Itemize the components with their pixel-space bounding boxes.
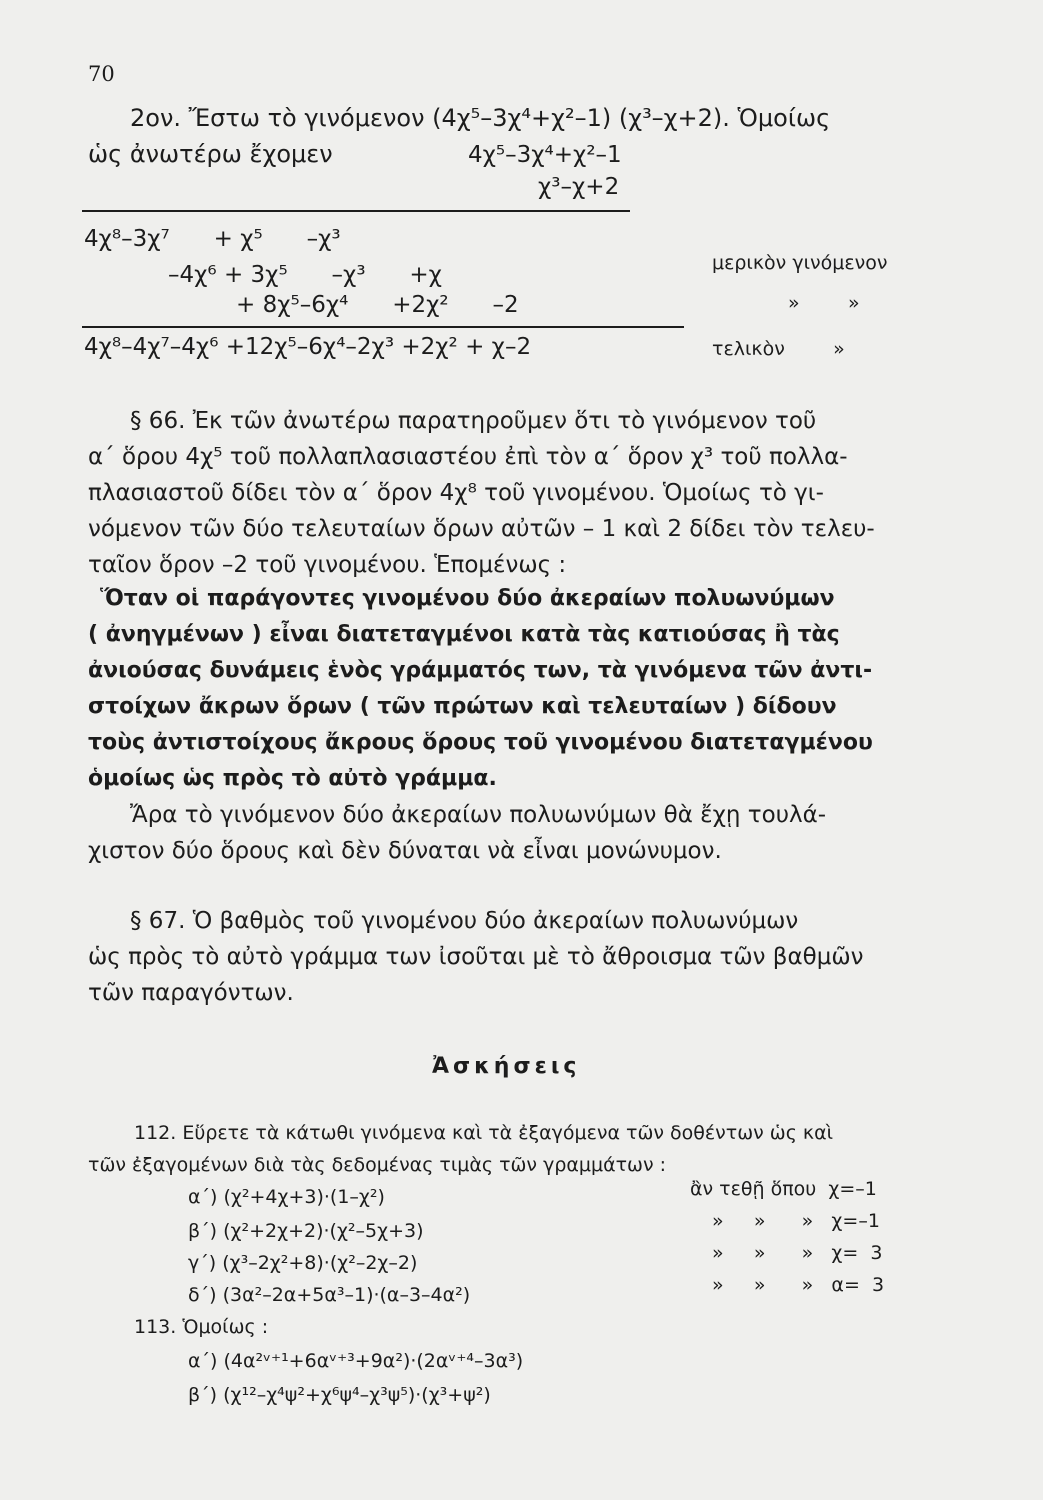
example2-intro-2: ὡς ἀνωτέρω ἔχομεν [88,140,333,168]
multiplication-rule-2 [82,326,684,328]
exercise-113-item-a: α΄) (4α²ᵛ⁺¹+6αᵛ⁺³+9α²)·(2αᵛ⁺⁴–3α³) [188,1350,524,1372]
section66-line-2: α΄ ὅρου 4χ⁵ τοῦ πολλαπλασιαστέου ἐπὶ τὸν α΄ ὅρον χ³ τοῦ πολλα- [88,444,848,470]
partial-product-3: + 8χ⁵–6χ⁴ +2χ² –2 [236,292,519,318]
rule-line-3: ἀνιούσας δυνάμεις ἑνὸς γράμματός των, τὰ γινόμενα τῶν ἀντι- [88,658,873,683]
section66-line-4: νόμενον τῶν δύο τελευταίων ὅρων αὐτῶν – 1 καὶ 2 δίδει τὸν τελευ- [88,516,875,542]
exercise-112-item-b: β΄) (χ²+2χ+2)·(χ²–5χ+3) [188,1220,424,1242]
rule-line-2: ( ἀνηγμένων ) εἶναι διατεταγμένοι κατὰ τὰς κατιούσας ἢ τὰς [88,622,840,647]
section67-line-3: τῶν παραγόντων. [88,980,294,1006]
exercise-112-item-c: γ΄) (χ³–2χ²+8)·(χ²–2χ–2) [188,1252,418,1274]
partial-product-2: –4χ⁶ + 3χ⁵ –χ³ +χ [168,262,442,288]
exercise-112-line-1: 112. Εὕρετε τὰ κάτωθι γινόμενα καὶ τὰ ἐξαγόμενα τῶν δοθέντων ὡς καὶ [134,1122,834,1144]
label-partial-product: μερικὸν γινόμενον [712,252,888,274]
section66-after-2: χιστον δύο ὅρους καὶ δὲν δύναται νὰ εἶναι μονώνυμον. [88,838,722,864]
exercise-112-cond-c: » » » χ= 3 [712,1242,883,1264]
exercise-112-item-d: δ΄) (3α²–2α+5α³–1)·(α–3–4α²) [188,1284,471,1306]
exercises-heading: Ἀσκήσεις [432,1054,581,1079]
exercise-113-item-b: β΄) (χ¹²–χ⁴ψ²+χ⁶ψ⁴–χ³ψ⁵)·(χ³+ψ²) [188,1384,491,1406]
example2-intro: 2ον. Ἔστω τὸ γινόμενον (4χ⁵–3χ⁴+χ²–1) (χ³–χ+2). Ὁμοίως [130,104,831,132]
section66-line-1: § 66. Ἐκ τῶν ἀνωτέρω παρατηροῦμεν ὅτι τὸ γινόμενον τοῦ [130,408,817,434]
rule-line-5: τοὺς ἀντιστοίχους ἄκρους ὅρους τοῦ γινομένου διατεταγμένου [88,730,873,755]
multiplier: χ³–χ+2 [538,174,620,200]
label-final-product: τελικὸν » [712,338,845,360]
exercise-112-item-a: α΄) (χ²+4χ+3)·(1–χ²) [188,1186,385,1208]
section67-line-1: § 67. Ὁ βαθμὸς τοῦ γινομένου δύο ἀκεραίων πολυωνύμων [130,908,799,934]
multiplicand: 4χ⁵–3χ⁴+χ²–1 [468,142,622,168]
multiplication-rule-1 [82,210,630,212]
exercise-112-cond-b: » » » χ=–1 [712,1210,880,1232]
rule-line-1: Ὅταν οἱ παράγοντες γινομένου δύο ἀκεραίων πολυωνύμων [100,586,835,611]
section66-line-5: ταῖον ὅρον –2 τοῦ γινομένου. Ἑπομένως : [88,552,567,578]
rule-line-4: στοίχων ἄκρων ὅρων ( τῶν πρώτων καὶ τελευταίων ) δίδουν [88,694,837,719]
exercise-112-cond-a: ἂν τεθῇ ὅπου χ=–1 [690,1178,877,1200]
page-number: 70 [88,62,115,86]
exercise-112-cond-d: » » » α= 3 [712,1274,885,1296]
section67-line-2: ὡς πρὸς τὸ αὐτὸ γράμμα των ἰσοῦται μὲ τὸ ἄθροισμα τῶν βαθμῶν [88,944,864,970]
section66-line-3: πλασιαστοῦ δίδει τὸν α΄ ὅρον 4χ⁸ τοῦ γινομένου. Ὁμοίως τὸ γι- [88,480,824,506]
final-product: 4χ⁸–4χ⁷–4χ⁶ +12χ⁵–6χ⁴–2χ³ +2χ² + χ–2 [84,334,532,360]
section66-after-1: Ἄρα τὸ γινόμενον δύο ἀκεραίων πολυωνύμων θὰ ἔχῃ τουλά- [130,802,827,828]
partial-product-1: 4χ⁸–3χ⁷ + χ⁵ –χ³ [84,226,341,252]
rule-line-6: ὁμοίως ὡς πρὸς τὸ αὐτὸ γράμμα. [88,766,497,791]
exercise-112-line-2: τῶν ἐξαγομένων διὰ τὰς δεδομένας τιμὰς τῶν γραμμάτων : [88,1154,667,1176]
label-ditto: » » [788,292,860,314]
exercise-113-line-1: 113. Ὁμοίως : [134,1316,269,1338]
